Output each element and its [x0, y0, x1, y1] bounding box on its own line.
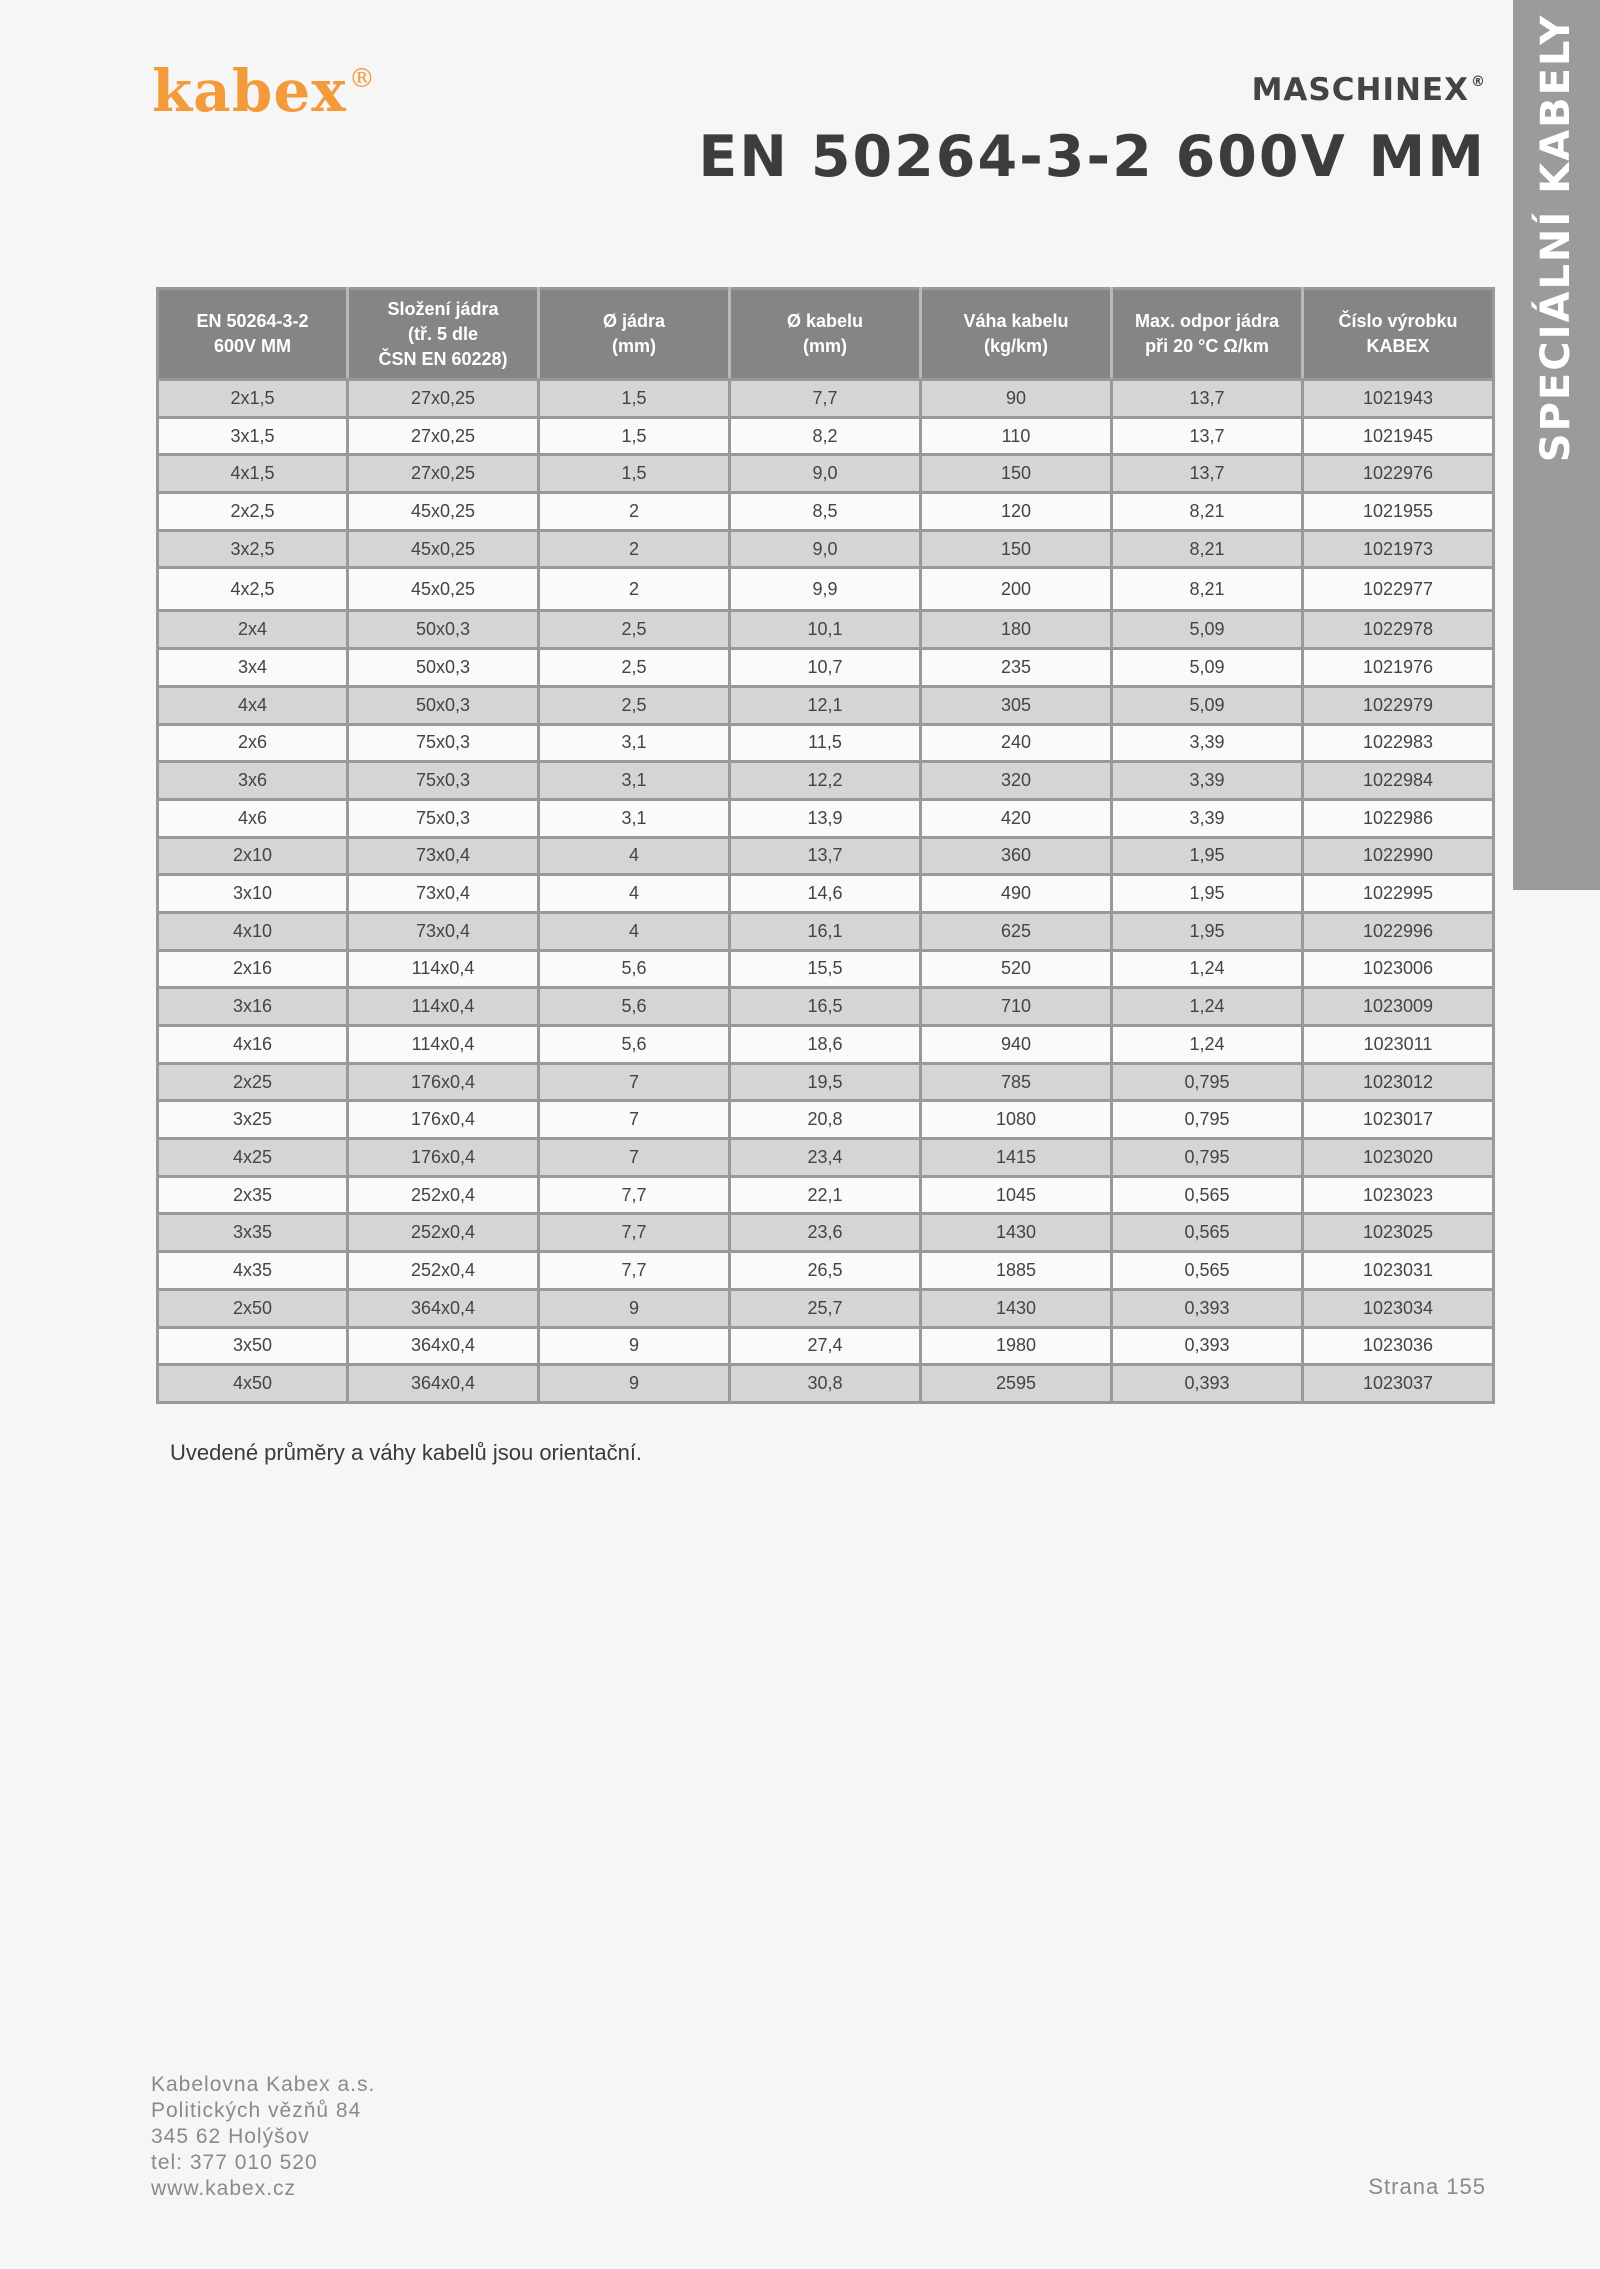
table-cell: 1,5: [539, 455, 730, 493]
table-cell: 27x0,25: [348, 417, 539, 455]
table-row: [158, 799, 1494, 837]
table-cell: 520: [921, 950, 1112, 988]
header-cable-weight: Váha kabelu (kg/km): [921, 289, 1112, 380]
page-title: EN 50264-3-2 600V MM: [698, 124, 1486, 190]
table-cell: 1023017: [1303, 1101, 1494, 1139]
table-cell: 19,5: [730, 1063, 921, 1101]
table-cell: 1022984: [1303, 762, 1494, 800]
table-cell: 2x35: [158, 1176, 348, 1214]
table-cell: 13,7: [1112, 380, 1303, 418]
table-cell: 1022979: [1303, 686, 1494, 724]
table-cell: 50x0,3: [348, 649, 539, 687]
table-row: [158, 988, 1494, 1026]
address-company: Kabelovna Kabex a.s.: [151, 2073, 376, 2096]
address-phone: tel: 377 010 520: [151, 2151, 318, 2174]
table-cell: 7: [539, 1139, 730, 1177]
table-cell: 1,95: [1112, 837, 1303, 875]
table-cell: 625: [921, 912, 1112, 950]
table-cell: 4x35: [158, 1252, 348, 1290]
table-cell: 9,0: [730, 530, 921, 568]
table-cell: 364x0,4: [348, 1365, 539, 1403]
header-core-diameter: Ø jádra (mm): [539, 289, 730, 380]
table-cell: 90: [921, 380, 1112, 418]
table-cell: 0,795: [1112, 1139, 1303, 1177]
table-cell: 1022977: [1303, 568, 1494, 611]
table-cell: 1415: [921, 1139, 1112, 1177]
table-cell: 360: [921, 837, 1112, 875]
table-row: [158, 649, 1494, 687]
table-cell: 364x0,4: [348, 1327, 539, 1365]
table-cell: 0,795: [1112, 1063, 1303, 1101]
table-cell: 25,7: [730, 1289, 921, 1327]
table-cell: 2x16: [158, 950, 348, 988]
table-row: [158, 1176, 1494, 1214]
table-row: [158, 912, 1494, 950]
table-cell: 7,7: [539, 1176, 730, 1214]
table-cell: 1,24: [1112, 988, 1303, 1026]
table-cell: 1023025: [1303, 1214, 1494, 1252]
table-cell: 16,1: [730, 912, 921, 950]
table-cell: 176x0,4: [348, 1139, 539, 1177]
table-cell: 13,7: [730, 837, 921, 875]
table-cell: 3,1: [539, 724, 730, 762]
table-cell: 1023036: [1303, 1327, 1494, 1365]
table-row: [158, 1327, 1494, 1365]
table-row: [158, 1252, 1494, 1290]
table-cell: 18,6: [730, 1026, 921, 1064]
table-cell: 1,95: [1112, 912, 1303, 950]
table-cell: 0,565: [1112, 1214, 1303, 1252]
table-cell: 12,2: [730, 762, 921, 800]
table-cell: 9: [539, 1365, 730, 1403]
table-cell: 7: [539, 1063, 730, 1101]
table-cell: 27x0,25: [348, 455, 539, 493]
table-cell: 20,8: [730, 1101, 921, 1139]
table-row: [158, 875, 1494, 913]
table-cell: 50x0,3: [348, 611, 539, 649]
table-cell: 8,5: [730, 493, 921, 531]
table-row: [158, 762, 1494, 800]
table-row: [158, 1289, 1494, 1327]
table-cell: 0,565: [1112, 1176, 1303, 1214]
table-cell: 3x35: [158, 1214, 348, 1252]
table-cell: 3,39: [1112, 762, 1303, 800]
table-cell: 13,7: [1112, 455, 1303, 493]
table-cell: 785: [921, 1063, 1112, 1101]
table-cell: 23,4: [730, 1139, 921, 1177]
table-cell: 9,0: [730, 455, 921, 493]
table-cell: 7,7: [730, 380, 921, 418]
table-cell: 3x50: [158, 1327, 348, 1365]
table-cell: 180: [921, 611, 1112, 649]
table-cell: 1,5: [539, 380, 730, 418]
table-body: [158, 380, 1494, 1403]
table-cell: 150: [921, 530, 1112, 568]
table-cell: 1022986: [1303, 799, 1494, 837]
table-cell: 23,6: [730, 1214, 921, 1252]
table-cell: 16,5: [730, 988, 921, 1026]
table-cell: 1023034: [1303, 1289, 1494, 1327]
table-row: [158, 493, 1494, 531]
address-city: 345 62 Holýšov: [151, 2125, 310, 2148]
table-cell: 3,1: [539, 762, 730, 800]
table-cell: 8,21: [1112, 568, 1303, 611]
table-cell: 14,6: [730, 875, 921, 913]
table-cell: 1080: [921, 1101, 1112, 1139]
table-cell: 22,1: [730, 1176, 921, 1214]
table-cell: 1022983: [1303, 724, 1494, 762]
table-cell: 27x0,25: [348, 380, 539, 418]
table-cell: 252x0,4: [348, 1252, 539, 1290]
side-tab-label: SPECIÁLNÍ KABELY: [1533, 13, 1579, 463]
table-cell: 75x0,3: [348, 724, 539, 762]
table-cell: 120: [921, 493, 1112, 531]
note-text: Uvedené průměry a váhy kabelů jsou orientační.: [170, 1440, 643, 1465]
table-cell: 110: [921, 417, 1112, 455]
table-row: [158, 417, 1494, 455]
table-cell: 710: [921, 988, 1112, 1026]
table-cell: 176x0,4: [348, 1063, 539, 1101]
table-cell: 0,795: [1112, 1101, 1303, 1139]
table-cell: 2595: [921, 1365, 1112, 1403]
header-product-number: Číslo výrobku KABEX: [1303, 289, 1494, 380]
table-cell: 5,6: [539, 988, 730, 1026]
table-cell: 1023020: [1303, 1139, 1494, 1177]
table-cell: 2,5: [539, 686, 730, 724]
table-cell: 2: [539, 530, 730, 568]
header-core-composition: Složení jádra (tř. 5 dle ČSN EN 60228): [348, 289, 539, 380]
table-cell: 4x16: [158, 1026, 348, 1064]
address-street: Politických vězňů 84: [151, 2099, 362, 2122]
table-cell: 4: [539, 875, 730, 913]
table-cell: 3x25: [158, 1101, 348, 1139]
cable-spec-table: [156, 287, 1495, 1404]
table-cell: 1023009: [1303, 988, 1494, 1026]
table-cell: 176x0,4: [348, 1101, 539, 1139]
table-row: [158, 611, 1494, 649]
table-cell: 5,09: [1112, 611, 1303, 649]
table-row: [158, 1063, 1494, 1101]
table-cell: 1023006: [1303, 950, 1494, 988]
table-cell: 252x0,4: [348, 1214, 539, 1252]
table-cell: 150: [921, 455, 1112, 493]
table-cell: 1022990: [1303, 837, 1494, 875]
table-cell: 2x10: [158, 837, 348, 875]
table-cell: 9: [539, 1289, 730, 1327]
table-cell: 3x6: [158, 762, 348, 800]
table-cell: 75x0,3: [348, 799, 539, 837]
table-cell: 114x0,4: [348, 988, 539, 1026]
table-cell: 73x0,4: [348, 912, 539, 950]
table-cell: 1021973: [1303, 530, 1494, 568]
table-cell: 2x2,5: [158, 493, 348, 531]
table-cell: 2,5: [539, 611, 730, 649]
table-cell: 1022978: [1303, 611, 1494, 649]
table-cell: 13,9: [730, 799, 921, 837]
table-cell: 940: [921, 1026, 1112, 1064]
table-cell: 0,393: [1112, 1289, 1303, 1327]
table-cell: 0,393: [1112, 1365, 1303, 1403]
table-cell: 2x50: [158, 1289, 348, 1327]
brand-name: [1252, 72, 1486, 108]
table-cell: 45x0,25: [348, 530, 539, 568]
table-cell: 50x0,3: [348, 686, 539, 724]
table-cell: 2x1,5: [158, 380, 348, 418]
table-cell: 1,95: [1112, 875, 1303, 913]
table-cell: 1023037: [1303, 1365, 1494, 1403]
table-row: [158, 724, 1494, 762]
table-cell: 4: [539, 837, 730, 875]
table-cell: 1,24: [1112, 1026, 1303, 1064]
table-row: [158, 686, 1494, 724]
table-cell: 26,5: [730, 1252, 921, 1290]
table-row: [158, 1026, 1494, 1064]
table-cell: 3x4: [158, 649, 348, 687]
table-cell: 2x4: [158, 611, 348, 649]
table-row: [158, 455, 1494, 493]
table-cell: 1885: [921, 1252, 1112, 1290]
table-cell: 114x0,4: [348, 950, 539, 988]
table-cell: 8,21: [1112, 530, 1303, 568]
table-cell: 2x25: [158, 1063, 348, 1101]
table-row: [158, 568, 1494, 611]
company-address: [151, 2072, 375, 2202]
table-cell: 1,24: [1112, 950, 1303, 988]
logo-text: kabex: [152, 57, 347, 125]
page-number: Strana 155: [1368, 2174, 1486, 2199]
table-row: [158, 380, 1494, 418]
table-cell: 1021945: [1303, 417, 1494, 455]
table-cell: 1,5: [539, 417, 730, 455]
table-row: [158, 1101, 1494, 1139]
table-cell: 1022995: [1303, 875, 1494, 913]
table-cell: 45x0,25: [348, 493, 539, 531]
table-cell: 3x1,5: [158, 417, 348, 455]
table-cell: 27,4: [730, 1327, 921, 1365]
table-row: [158, 950, 1494, 988]
table-cell: 3,1: [539, 799, 730, 837]
table-cell: 1022996: [1303, 912, 1494, 950]
table-cell: 30,8: [730, 1365, 921, 1403]
table-cell: 240: [921, 724, 1112, 762]
table-cell: 1021955: [1303, 493, 1494, 531]
table-cell: 75x0,3: [348, 762, 539, 800]
table-cell: 45x0,25: [348, 568, 539, 611]
table-cell: 1022976: [1303, 455, 1494, 493]
table-cell: 252x0,4: [348, 1176, 539, 1214]
table-cell: 7,7: [539, 1252, 730, 1290]
table-cell: 4x25: [158, 1139, 348, 1177]
table-cell: 235: [921, 649, 1112, 687]
brand-registered-mark: ®: [1471, 74, 1486, 90]
table-cell: 73x0,4: [348, 875, 539, 913]
table-cell: 11,5: [730, 724, 921, 762]
table-row: [158, 1365, 1494, 1403]
header-max-resistance: Max. odpor jádra při 20 °C Ω/km: [1112, 289, 1303, 380]
table-cell: 73x0,4: [348, 837, 539, 875]
table-cell: 0,393: [1112, 1327, 1303, 1365]
table-cell: 4x10: [158, 912, 348, 950]
brand-text: MASCHINEX: [1251, 72, 1469, 108]
table-cell: 15,5: [730, 950, 921, 988]
table-cell: 8,21: [1112, 493, 1303, 531]
table-cell: 1430: [921, 1289, 1112, 1327]
table-cell: 0,565: [1112, 1252, 1303, 1290]
table-row: [158, 1139, 1494, 1177]
table-cell: 4x50: [158, 1365, 348, 1403]
table-cell: 114x0,4: [348, 1026, 539, 1064]
table-cell: 1021943: [1303, 380, 1494, 418]
table-row: [158, 837, 1494, 875]
table-cell: 1023023: [1303, 1176, 1494, 1214]
table-cell: 4x6: [158, 799, 348, 837]
table-cell: 1045: [921, 1176, 1112, 1214]
table-cell: 1023012: [1303, 1063, 1494, 1101]
header-cable-type: EN 50264-3-2 600V MM: [158, 289, 348, 380]
table-cell: 200: [921, 568, 1112, 611]
table-cell: 2x6: [158, 724, 348, 762]
table-cell: 1023011: [1303, 1026, 1494, 1064]
header-cable-diameter: Ø kabelu (mm): [730, 289, 921, 380]
table-cell: 364x0,4: [348, 1289, 539, 1327]
table-cell: 490: [921, 875, 1112, 913]
logo-registered-mark: ®: [348, 64, 376, 94]
table-cell: 1430: [921, 1214, 1112, 1252]
table-cell: 3,39: [1112, 724, 1303, 762]
table-cell: 9: [539, 1327, 730, 1365]
table-cell: 10,7: [730, 649, 921, 687]
table-cell: 2,5: [539, 649, 730, 687]
table-cell: 1021976: [1303, 649, 1494, 687]
table-cell: 4x1,5: [158, 455, 348, 493]
table-cell: 320: [921, 762, 1112, 800]
table-cell: 7: [539, 1101, 730, 1139]
table-cell: 4: [539, 912, 730, 950]
table-cell: 8,2: [730, 417, 921, 455]
table-cell: 2: [539, 493, 730, 531]
table-cell: 2: [539, 568, 730, 611]
table-cell: 12,1: [730, 686, 921, 724]
table-cell: 4x2,5: [158, 568, 348, 611]
table-header-row: [158, 289, 1494, 380]
table-cell: 3,39: [1112, 799, 1303, 837]
table-row: [158, 530, 1494, 568]
table-cell: 9,9: [730, 568, 921, 611]
table-cell: 3x2,5: [158, 530, 348, 568]
table-cell: 5,6: [539, 1026, 730, 1064]
kabex-logo: [152, 57, 376, 125]
table-cell: 10,1: [730, 611, 921, 649]
table-cell: 5,09: [1112, 686, 1303, 724]
table-cell: 305: [921, 686, 1112, 724]
table-cell: 1023031: [1303, 1252, 1494, 1290]
table-cell: 5,09: [1112, 649, 1303, 687]
table-cell: 3x16: [158, 988, 348, 1026]
table-row: [158, 1214, 1494, 1252]
table-cell: 3x10: [158, 875, 348, 913]
table-cell: 7,7: [539, 1214, 730, 1252]
table-cell: 5,6: [539, 950, 730, 988]
table-cell: 1980: [921, 1327, 1112, 1365]
table-cell: 13,7: [1112, 417, 1303, 455]
address-website: www.kabex.cz: [151, 2177, 297, 2200]
table-cell: 420: [921, 799, 1112, 837]
table-cell: 4x4: [158, 686, 348, 724]
